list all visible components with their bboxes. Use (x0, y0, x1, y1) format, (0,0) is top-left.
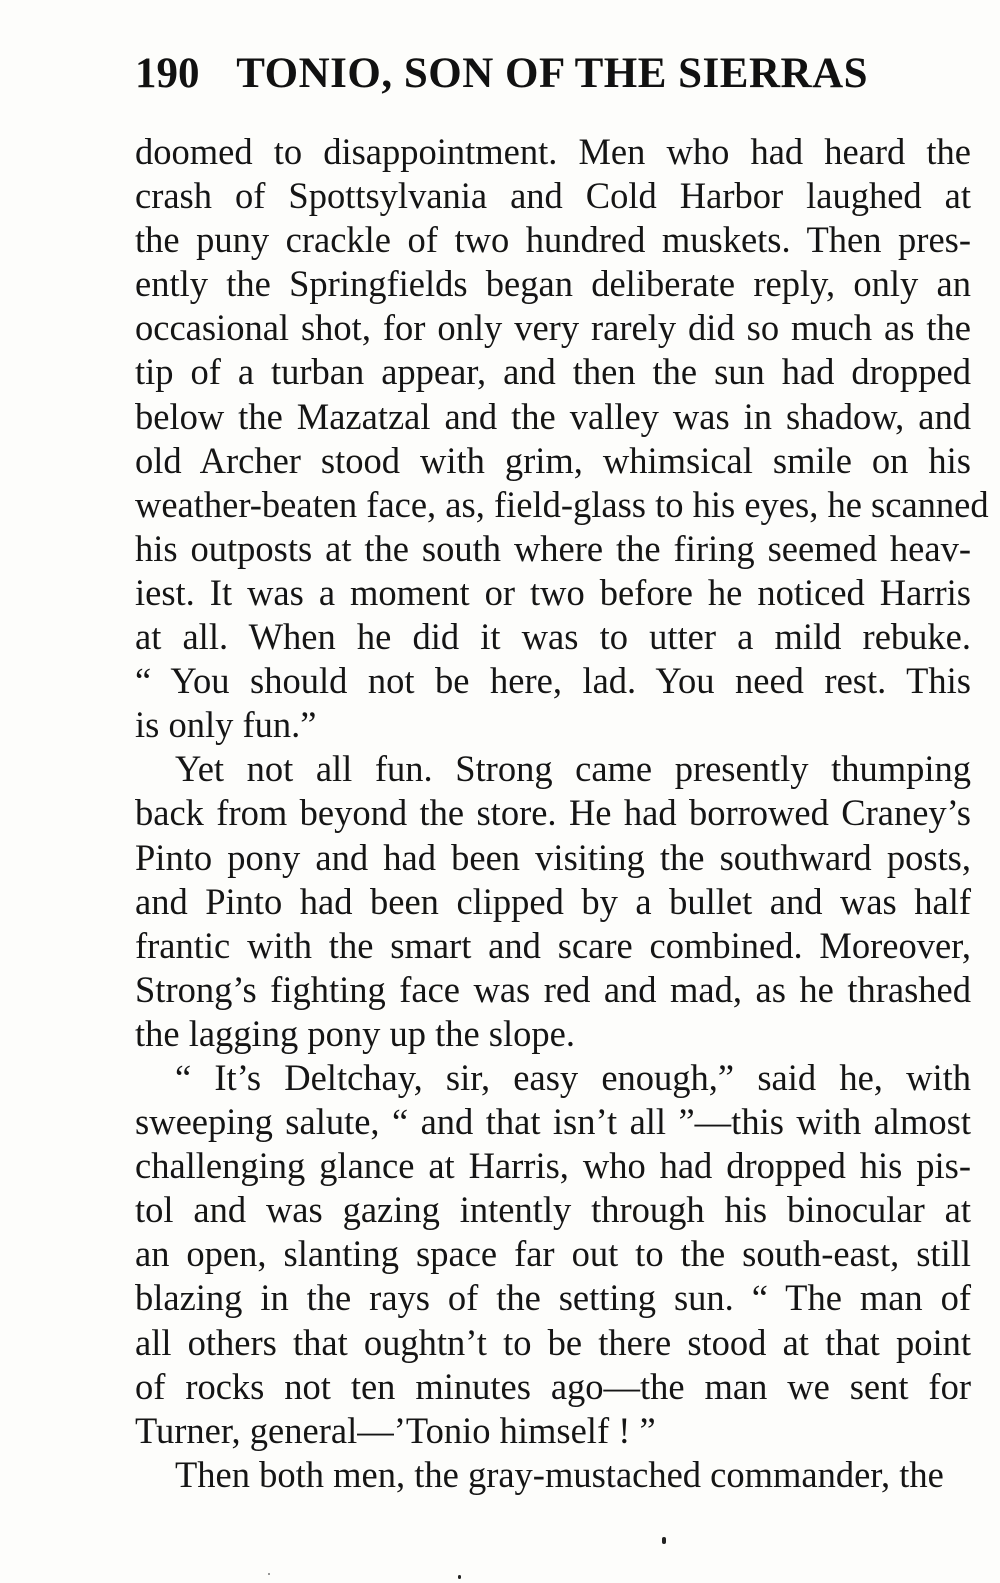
text-line: his outposts at the south where the firing seemed heav- (135, 527, 971, 569)
text-line: old Archer stood with grim, whimsical smile on his (135, 439, 971, 481)
text-line: and Pinto had been clipped by a bullet and was half (135, 880, 971, 922)
text-line: is only fun.” (135, 704, 317, 746)
text-line: Strong’s fighting face was red and mad, as he thrashed (135, 968, 971, 1010)
text-line: tol and was gazing intently through his binocular at (135, 1189, 971, 1231)
text-line: Yet not all fun. Strong came presently thumping (175, 748, 971, 790)
text-line: the lagging pony up the slope. (135, 1012, 575, 1054)
text-line: an open, slanting space far out to the south-east, still (135, 1233, 971, 1275)
text-line: of rocks not ten minutes ago—the man we sent for (135, 1365, 971, 1407)
running-head (135, 46, 895, 102)
text-line: blazing in the rays of the setting sun. “ The man of (135, 1277, 971, 1319)
paragraph (135, 747, 971, 1056)
paragraph (135, 1056, 971, 1453)
text-line: weather-beaten face, as, field-glass to his eyes, he scanned (135, 483, 989, 525)
text-line: sweeping salute, “ and that isn’t all ”—this with almost (135, 1101, 971, 1143)
text-line: challenging glance at Harris, who had dropped his pis- (135, 1145, 971, 1187)
book-title: TONIO, SON OF THE SIERRAS (236, 50, 869, 97)
text-line: “ It’s Deltchay, sir, easy enough,” said he, with (175, 1056, 971, 1098)
paragraph (135, 130, 989, 747)
text-line: below the Mazatzal and the valley was in shadow, and (135, 395, 971, 437)
text-line: crash of Spottsylvania and Cold Harbor laughed at (135, 175, 971, 217)
ink-speck (662, 1537, 666, 1544)
text-line: at all. When he did it was to utter a mild rebuke. (135, 616, 971, 658)
text-line: all others that oughtn’t to be there stood at that point (135, 1321, 971, 1363)
body-text (135, 130, 989, 1497)
paragraph (135, 1453, 971, 1497)
text-line: Then both men, the gray-mustached commander, the (175, 1453, 944, 1495)
text-line: tip of a turban appear, and then the sun had dropped (135, 351, 971, 393)
text-line: “ You should not be here, lad. You need rest. This (135, 660, 971, 702)
text-line: occasional shot, for only very rarely did so much as the (135, 307, 971, 349)
text-line: Turner, general—’Tonio himself ! ” (135, 1409, 656, 1451)
ink-speck (458, 1575, 461, 1579)
text-line: iest. It was a moment or two before he noticed Harris (135, 571, 971, 613)
text-line: Pinto pony and had been visiting the southward posts, (135, 836, 971, 878)
text-line: back from beyond the store. He had borrowed Craney’s (135, 792, 971, 834)
text-line: frantic with the smart and scare combined. Moreover, (135, 924, 971, 966)
text-line: doomed to disappointment. Men who had heard the (135, 131, 971, 172)
page-number: 190 (135, 50, 200, 97)
text-line: the puny crackle of two hundred muskets. Then pres- (135, 219, 971, 261)
text-line: ently the Springfields began deliberate reply, only an (135, 263, 971, 305)
ink-speck (268, 1573, 270, 1575)
